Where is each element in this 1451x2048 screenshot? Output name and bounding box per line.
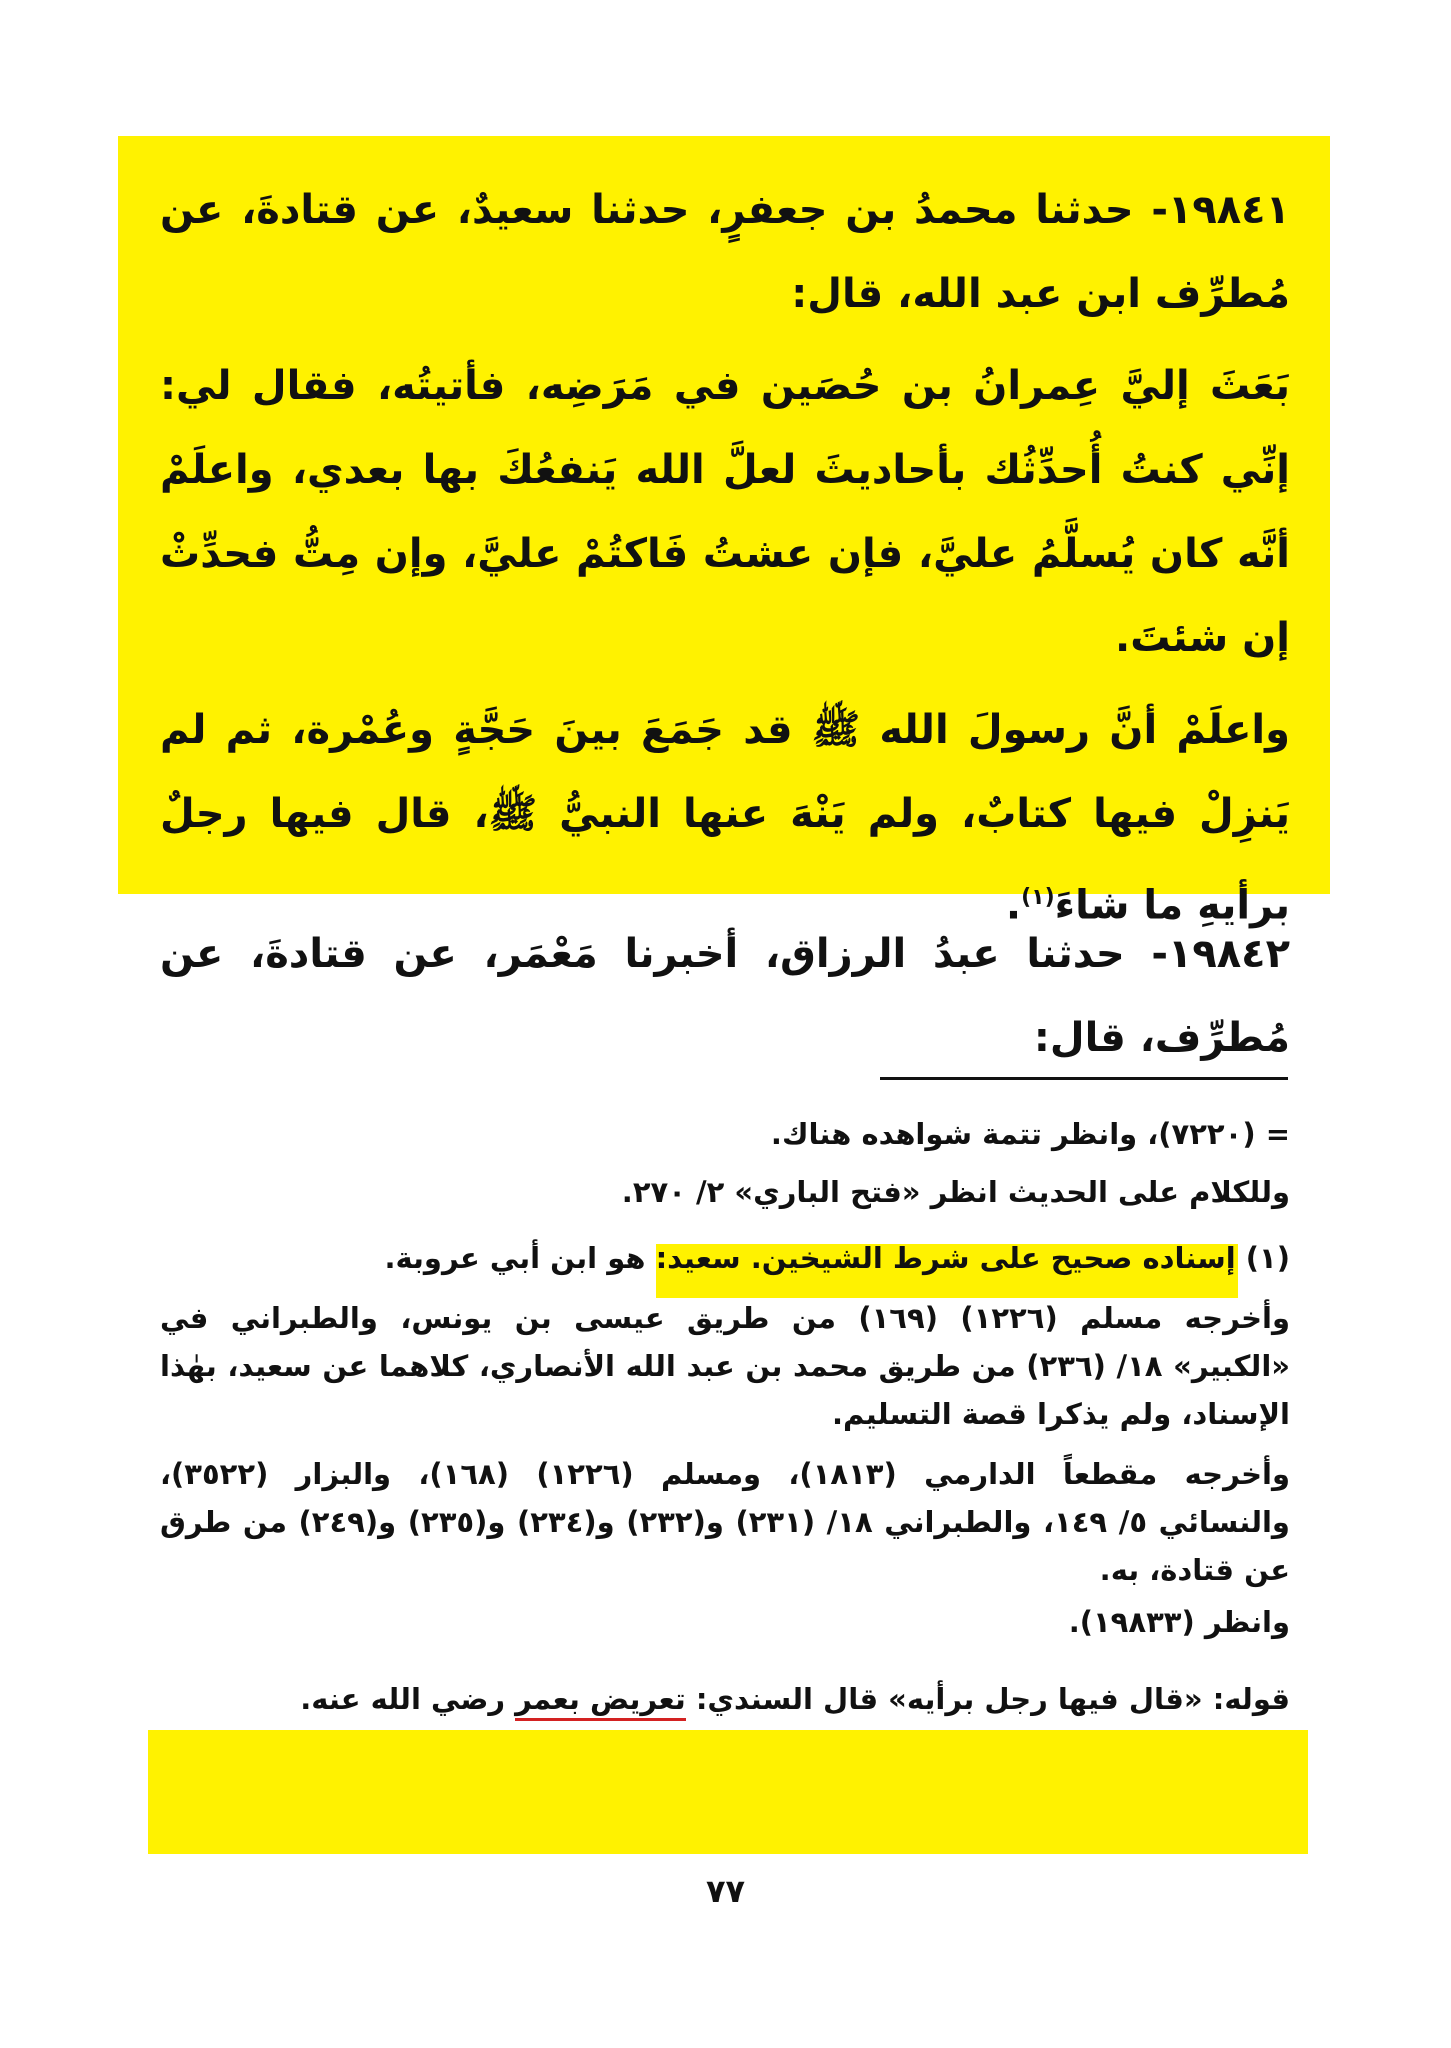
footnote-line-3: وانظر (١٩٨٣٣). xyxy=(1068,1605,1290,1639)
footnote-1-highlighted-text: (١) إسناده صحيح على شرط الشيخين. xyxy=(750,1241,1290,1275)
hadith-19841-matn-1: بَعَثَ إليَّ عِمرانُ بن حُصَين في مَرَضِه، فأتيتُه، فقال لي: إنِّي كنتُ أُحدِّثُك بأحاديثَ لعلَّ الله يَنفعُكَ بها بعدي، واعلَمْ أنَّه كان يُسلَّمُ عليَّ، فإن عشتُ فَاكتُمْ عليَّ، وإن مِتُّ فحدِّثْ إن شئتَ. xyxy=(160,363,1290,661)
footnote-para-1: وأخرجه مسلم (١٢٢٦) (١٦٩) من طريق عيسى بن يونس، والطبراني في «الكبير» ١٨/ (٢٣٦) من طريق محمد بن عبد الله الأنصاري، كلاهما عن سعيد، بهٰذا الإسناد، ولم يذكرا قصة التسليم. xyxy=(160,1301,1290,1431)
page-number: ٧٧ xyxy=(705,1872,746,1910)
sindi-quote-b: رضي الله عنه. xyxy=(300,1682,516,1716)
footnotes xyxy=(160,1110,1290,1728)
footnote-ref-1[interactable]: (١) xyxy=(1021,885,1055,910)
hadith-19842 xyxy=(160,912,1290,1080)
sindi-quote-a: قوله: «قال فيها رجل برأيه» قال السندي: xyxy=(685,1682,1290,1716)
hadith-19842-isnad: ١٩٨٤٢- حدثنا عبدُ الرزاق، أخبرنا مَعْمَر، عن قتادةَ، عن مُطرِّف، قال: xyxy=(160,931,1290,1061)
footnote-line-1: = (٧٢٢٠)، وانظر تتمة شواهده هناك. xyxy=(770,1117,1290,1151)
sindi-quote-underlined: تعريض بعمر xyxy=(515,1682,686,1721)
footnote-para-2: وأخرجه مقطعاً الدارمي (١٨١٣)، ومسلم (١٢٢٦) (١٦٨)، والبزار (٣٥٢٢)، والنسائي ٥/ ١٤٩، والطبراني ١٨/ (٢٣١) و(٢٣٢) و(٢٣٤) و(٢٣٥) و(٢٤٩) من طرق عن قتادة، به. xyxy=(160,1457,1290,1587)
footnote-line-2: وللكلام على الحديث انظر «فتح الباري» ٢/ ٢٧٠. xyxy=(621,1175,1290,1209)
hadith-19841 xyxy=(160,168,1290,947)
hadith-19841-end: . xyxy=(1005,882,1022,929)
hadith-19841-matn-2-text: واعلَمْ أنَّ رسولَ الله ﷺ قد جَمَعَ بينَ حَجَّةٍ وعُمْرة، ثم لم يَنزِلْ فيها كتابٌ، ولم يَنْهَ عنها النبيُّ ﷺ، قال فيها رجلٌ برأيهِ ما شاءَ xyxy=(160,707,1290,929)
hadith-19841-isnad: ١٩٨٤١- حدثنا محمدُ بن جعفرٍ، حدثنا سعيدٌ، عن قتادةَ، عن مُطرِّف ابن عبد الله، قال: xyxy=(160,187,1290,317)
footnote-1-rest: سعيد: هو ابن أبي عروبة. xyxy=(384,1241,751,1275)
footnote-1 xyxy=(160,1234,1290,1282)
sindi-quote xyxy=(160,1670,1290,1728)
hadith-19841-matn-2 xyxy=(160,688,1290,947)
quote-highlight xyxy=(148,1730,1308,1854)
footnote-separator xyxy=(880,1077,1288,1080)
